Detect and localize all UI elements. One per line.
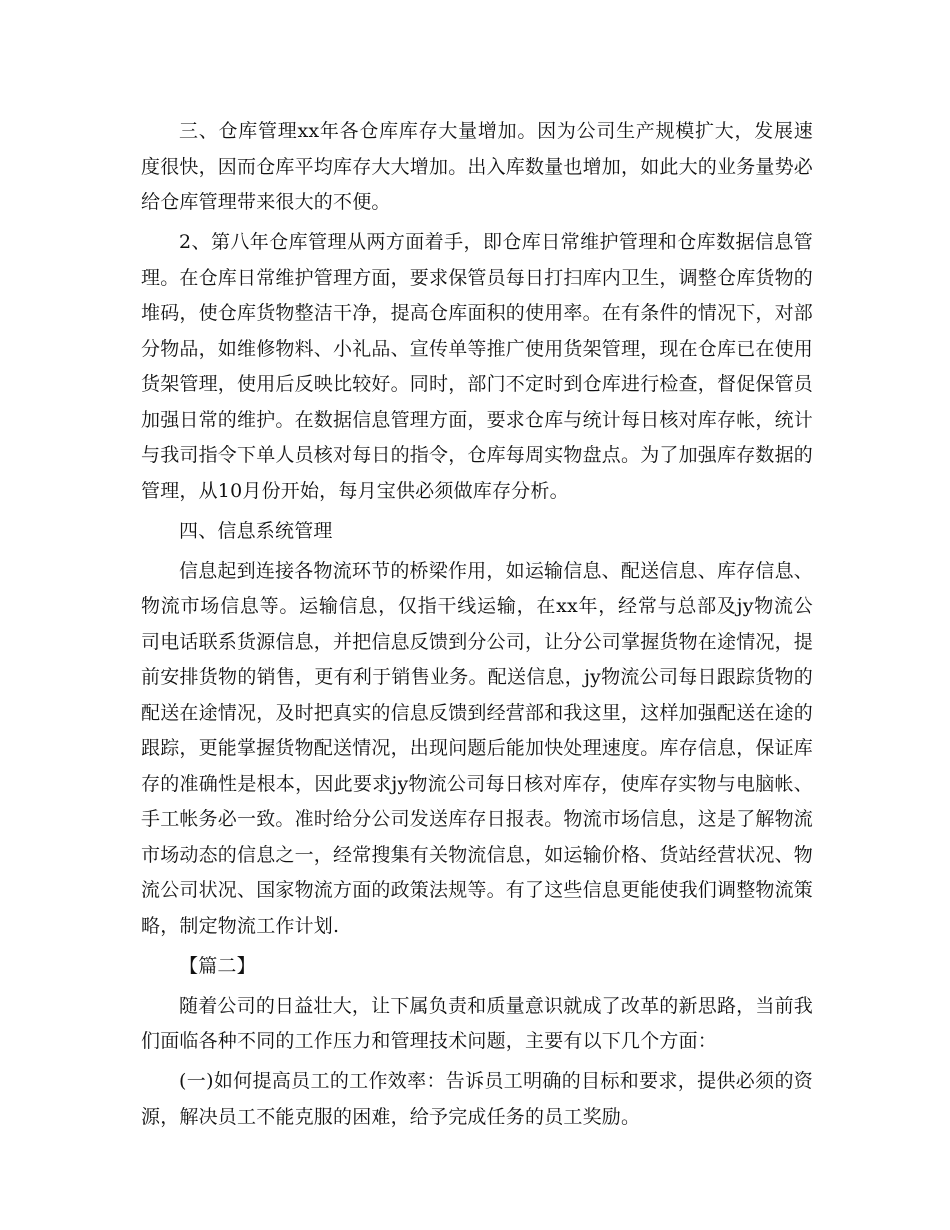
section-heading-part-two: 【篇二】 xyxy=(179,954,256,977)
section-heading-information-system: 四、信息系统管理 xyxy=(179,519,333,542)
document-page xyxy=(141,114,813,1140)
paragraph-information-system: 信息起到连接各物流环节的桥梁作用，如运输信息、配送信息、库存信息、物流市场信息等。运输信息，仅指干线运输，在xx年，经常与总部及jy物流公司电话联系货源信息，并把信息反馈到分公司，让分公司掌握货物在途情况，提前安排货物的销售，更有利于销售业务。配送信息，jy物流公司每日跟踪货物的配送在途情况，及时把真实的信息反馈到经营部和我这里，这样加强配送在途的跟踪，更能掌握货物配送情况，出现问题后能加快处理速度。库存信息，保证库存的准确性是根本，因此要求jy物流公司每日核对库存，使库存实物与电脑帐、手工帐务必一致。准时给分公司发送库存日报表。物流市场信息，这是了解物流市场动态的信息之一，经常搜集有关物流信息，如运输价格、货站经营状况、物流公司状况、国家物流方面的政策法规等。有了这些信息更能使我们调整物流策略，制定物流工作计划. xyxy=(141,559,814,937)
paragraph-warehouse-management: 三、仓库管理xx年各仓库库存大量增加。因为公司生产规模扩大，发展速度很快，因而仓库平均库存大大增加。出入库数量也增加，如此大的业务量势必给仓库管理带来很大的不便。 xyxy=(141,120,814,213)
paragraph-company-growth: 随着公司的日益壮大，让下属负责和质量意识就成了改革的新思路，当前我们面临各种不同的工作压力和管理技术问题，主要有以下几个方面： xyxy=(141,994,813,1052)
paragraph-warehouse-details: 2、第八年仓库管理从两方面着手，即仓库日常维护管理和仓库数据信息管理。在仓库日常维护管理方面，要求保管员每日打扫库内卫生，调整仓库货物的堆码，使仓库货物整洁干净，提高仓库面积的使用率。在有条件的情况下，对部分物品，如维修物料、小礼品、宣传单等推广使用货架管理，现在仓库已在使用货架管理，使用后反映比较好。同时，部门不定时到仓库进行检查，督促保管员加强日常的维护。在数据信息管理方面，要求仓库与统计每日核对库存帐，统计与我司指令下单人员核对每日的指令，仓库每周实物盘点。为了加强库存数据的管理，从10月份开始，每月宝供必须做库存分析。 xyxy=(141,231,814,502)
paragraph-employee-efficiency: (一)如何提高员工的工作效率：告诉员工明确的目标和要求，提供必须的资源，解决员工不能克服的困难，给予完成任务的员工奖励。 xyxy=(141,1070,813,1128)
